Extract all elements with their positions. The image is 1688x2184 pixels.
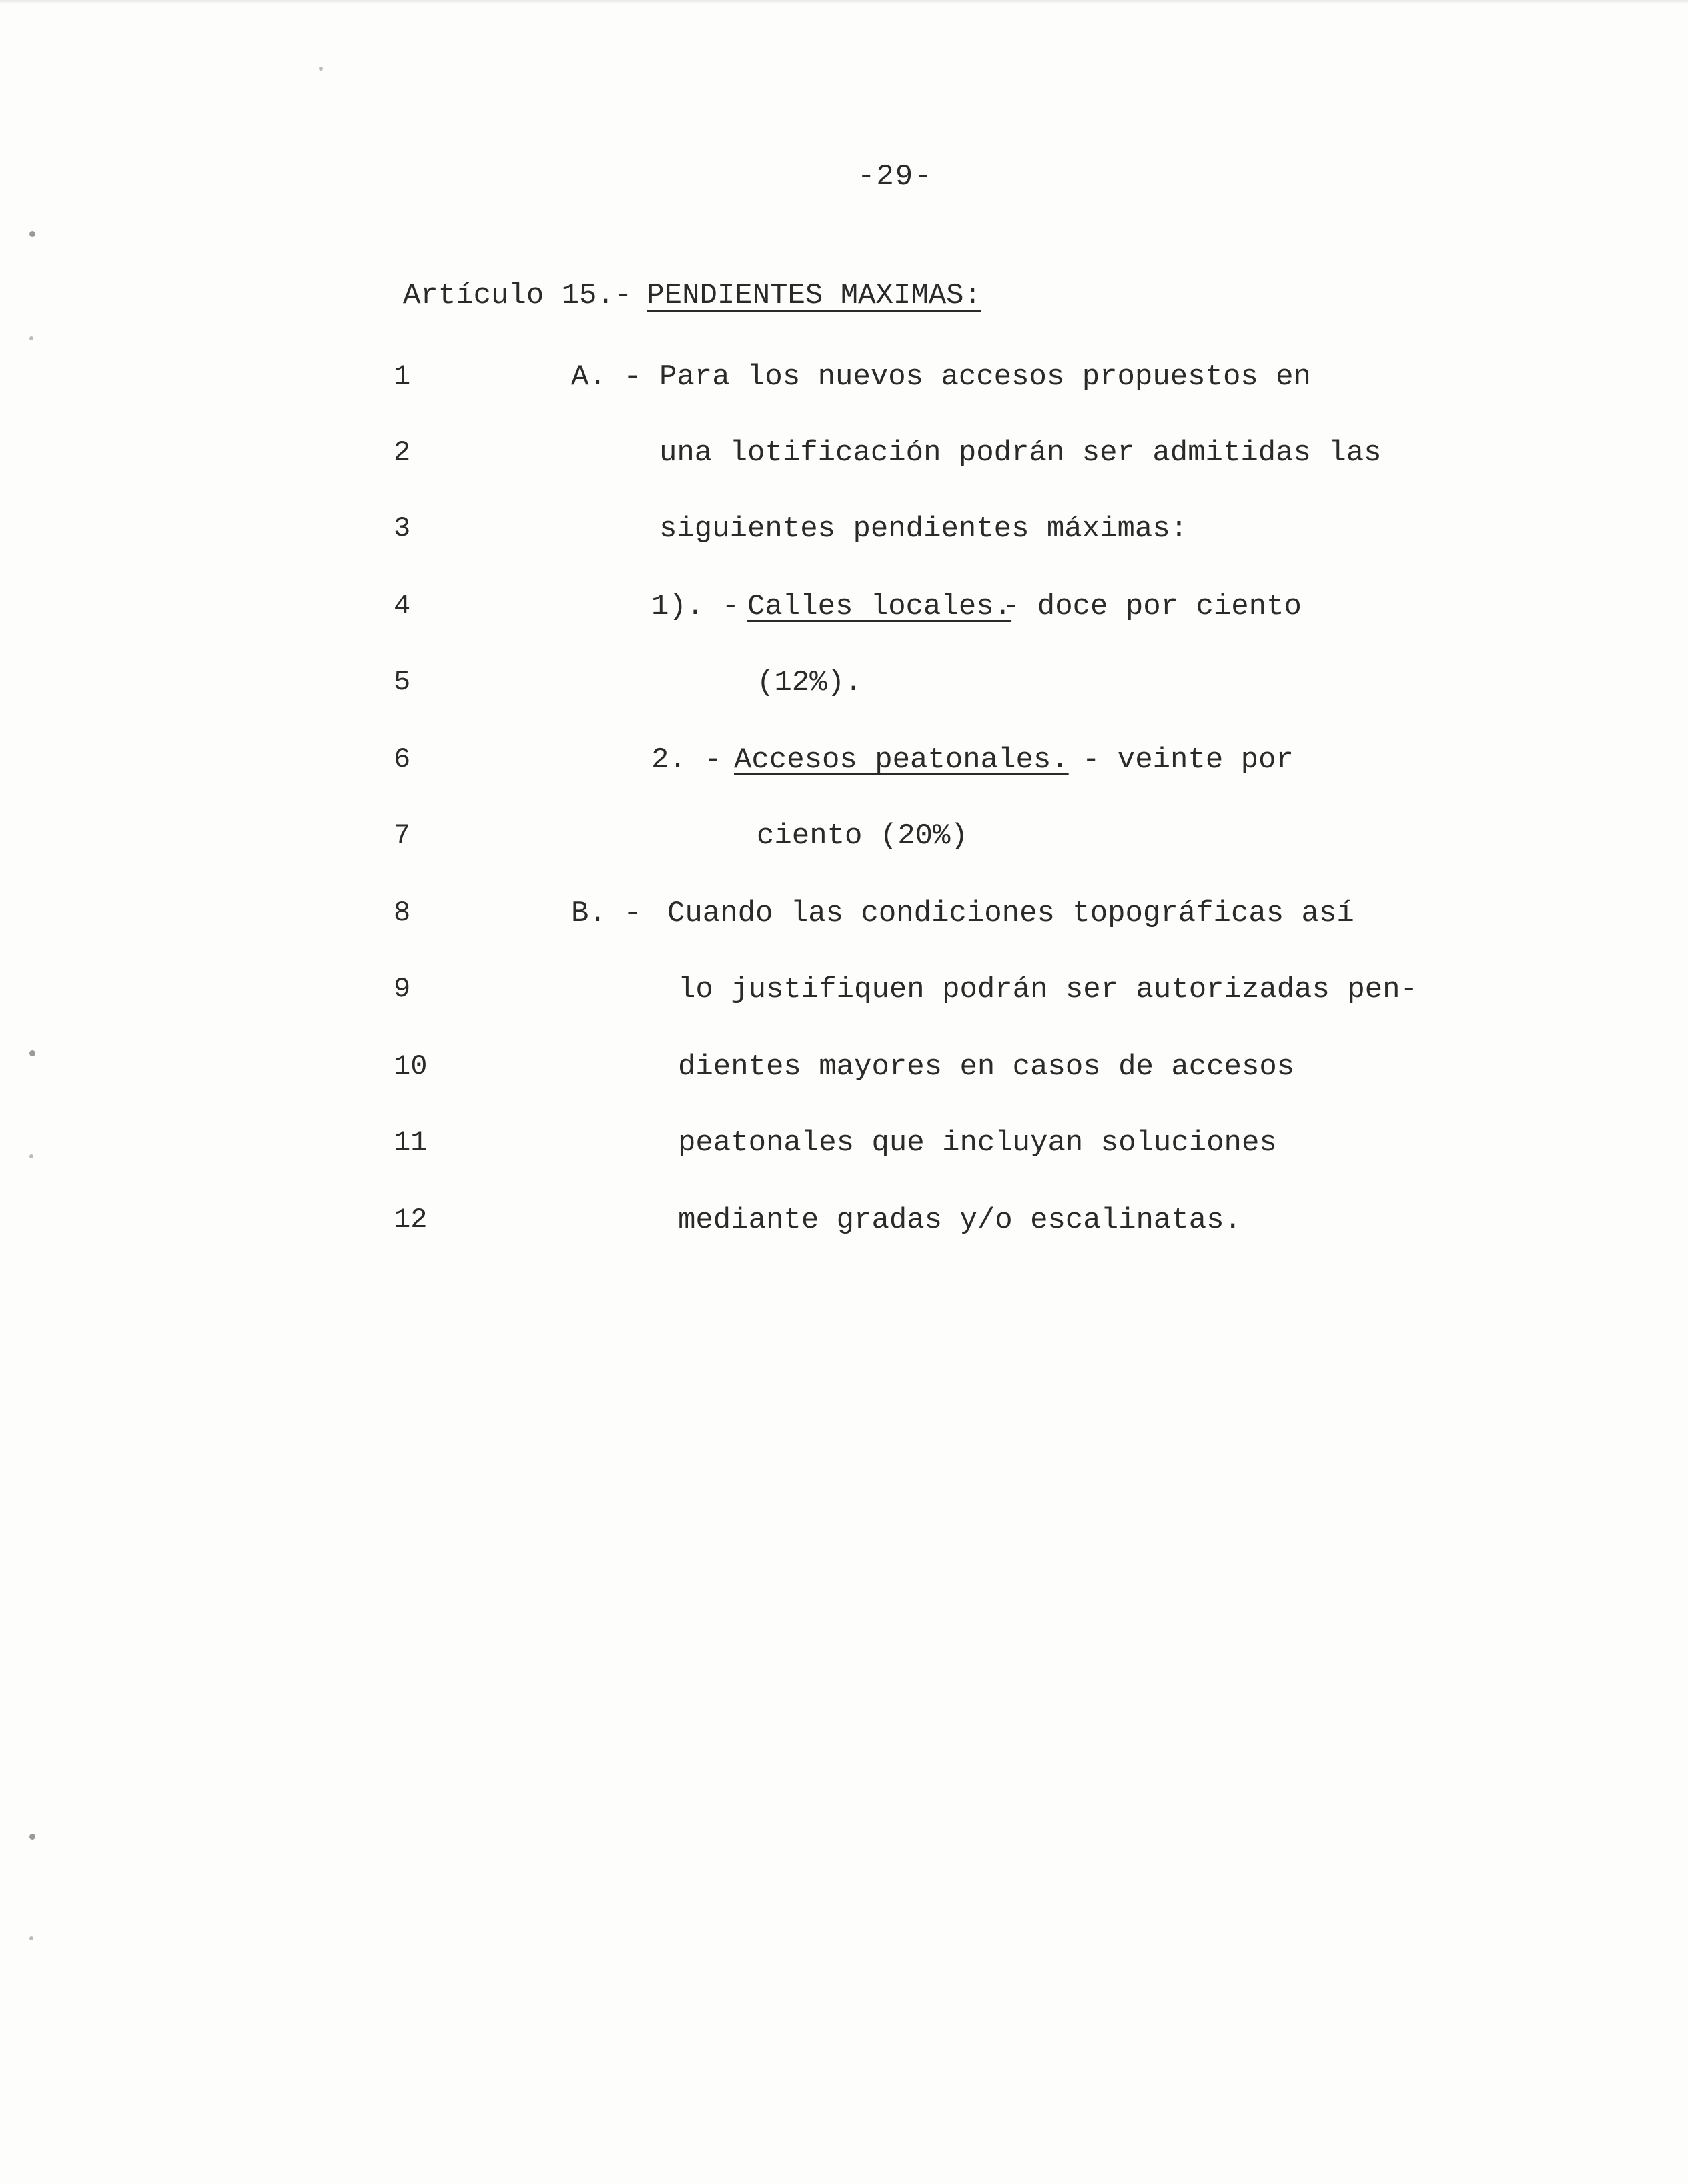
article-heading: [403, 279, 981, 312]
paragraph-label: B. -: [571, 897, 642, 930]
text-line: - doce por ciento: [1002, 590, 1302, 623]
text-line: Para los nuevos accesos propuestos en: [659, 360, 1311, 394]
binding-hole-mark: [29, 336, 33, 340]
item-title: Accesos peatonales.: [734, 743, 1069, 777]
line-number: 2: [394, 436, 411, 468]
line-number: 9: [394, 973, 411, 1005]
binding-hole-mark: [29, 231, 35, 237]
text-line: siguientes pendientes máximas:: [659, 512, 1188, 546]
line-number: 10: [394, 1050, 428, 1082]
line-number: 4: [394, 590, 411, 622]
line-number: 11: [394, 1126, 428, 1158]
text-line: (12%).: [757, 666, 863, 699]
line-number: 8: [394, 897, 411, 929]
line-number: 7: [394, 819, 411, 851]
line-number: 3: [394, 512, 411, 544]
item-title: Calles locales.: [747, 590, 1012, 623]
line-number: 12: [394, 1204, 428, 1236]
paragraph-label: A. -: [571, 360, 642, 394]
binding-hole-mark: [29, 1154, 33, 1158]
speck-mark: [319, 67, 323, 71]
binding-hole-mark: [29, 1834, 35, 1840]
line-number: 6: [394, 743, 411, 775]
text-line: lo justifiquen podrán ser autorizadas pen-: [678, 973, 1418, 1006]
page-edge: [0, 0, 1688, 4]
article-number: Artículo 15.-: [403, 279, 632, 312]
text-line: Cuando las condiciones topográficas así: [667, 897, 1354, 930]
text-line: una lotificación podrán ser admitidas las: [659, 436, 1382, 470]
text-line: ciento (20%): [757, 819, 968, 853]
text-line: peatonales que incluyan soluciones: [678, 1126, 1277, 1160]
item-label: 1). -: [651, 590, 740, 623]
binding-hole-mark: [29, 1050, 35, 1056]
text-line: mediante gradas y/o escalinatas.: [678, 1204, 1242, 1237]
line-number: 5: [394, 666, 411, 698]
item-label: 2. -: [651, 743, 722, 777]
page-number: -29-: [857, 160, 933, 194]
line-number: 1: [394, 360, 411, 392]
text-line: - veinte por: [1082, 743, 1294, 777]
binding-hole-mark: [29, 1936, 33, 1940]
article-title: PENDIENTES MAXIMAS:: [647, 279, 981, 312]
text-line: dientes mayores en casos de accesos: [678, 1050, 1295, 1084]
